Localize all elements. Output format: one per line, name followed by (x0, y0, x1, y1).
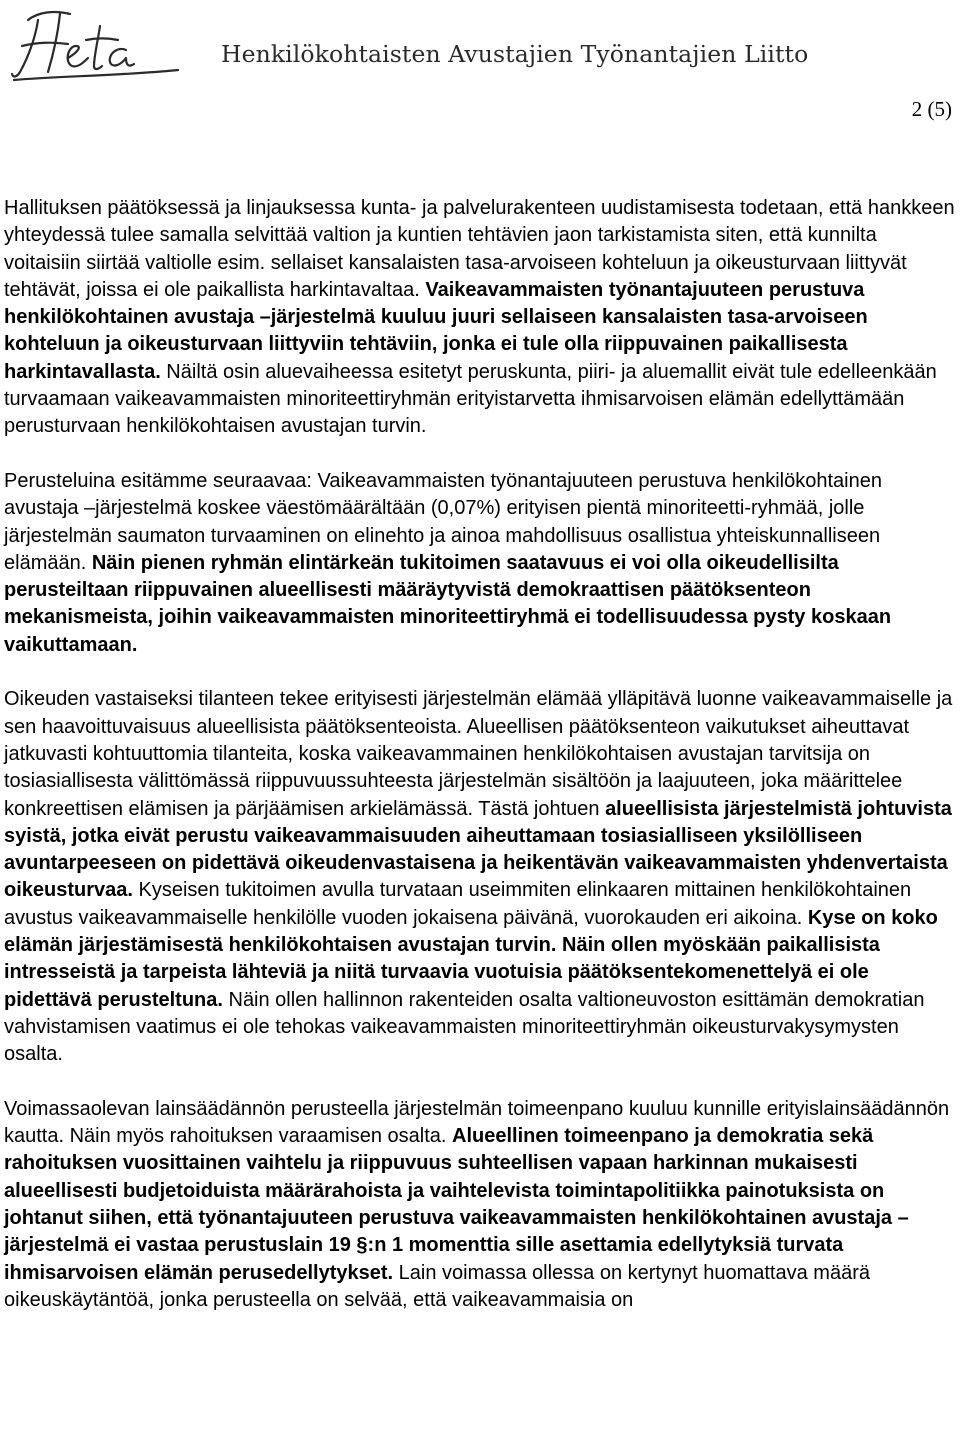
text-segment: Näin ollen hallinnon rakenteiden osalta valtioneuvoston esittämän demokratian vahvistamisen vaatimus ei ole tehokas vaikeavammaisten minoriteettiryhmän oikeusturvakysymysten osalta. (4, 988, 925, 1066)
text-segment: Näiltä osin aluevaiheessa esitetyt peruskunta, piiri- ja aluemallit eivät tule edelleenkään turvaamaan vaikeavammaisten minoriteettiryhmän erityistarvetta ihmisarvoisen elämän edellyttämään perusturvaan henkilökohtaisen avustajan turvin. (4, 360, 937, 438)
bold-text-segment: Näin pienen ryhmän elintärkeän tukitoimen saatavuus ei voi olla oikeudellisilta perusteiltaan riippuvainen alueellisesti määräytyvistä demokraattisen päätöksenteon mekanismeista, joihin vaikeavammaisten minoriteettiryhmä ei todellisuudessa pysty koskaan vaikuttamaan. (4, 551, 892, 656)
letterhead (0, 0, 960, 90)
text-segment: Kyseisen tukitoimen avulla turvataan useimmiten elinkaaren mittainen henkilökohtainen avustus vaikeavammaiselle henkilölle vuoden jokaisena päivänä, vuorokauden eri aikoina. (4, 879, 912, 929)
paragraph-1 (4, 195, 958, 441)
organization-name: Henkilökohtaisten Avustajien Työnantajien Liitto (221, 40, 809, 68)
text-segment: Oikeuden vastaiseksi tilanteen tekee erityisesti järjestelmän elämää ylläpitävä luonne vaikeavammaiselle ja sen haavoittuvaisuus alueellisista päätöksenteoista. Alueellisen päätöksenteon vaikutukset aiheuttavat jatkuvasti kohtuuttomia tilanteita, koska vaikeavammainen henkilökohtaisen avustajan tarvitsija on tosiasiallisesta välittömässä riippuvuussuhteesta järjestelmän sisältöön ja laajuuteen, joka määrittelee konkreettisen elämisen ja pärjäämisen arkielämässä. Tästä johtuen (4, 688, 953, 820)
text-segment: Hallituksen päätöksessä ja linjauksessa kunta- ja palvelurakenteen uudistamisesta todetaan, että hankkeen yhteydessä tulee samalla selvittää valtion ja kuntien tehtävien jaon tarkistamista siten, että kunnilta voitaisiin siirtää valtiolle esim. sellaiset kansalaisten tasa-arvoiseen kohteluun ja oikeusturvaan liittyvät tehtävät, joissa ei ole paikallista harkintavaltaa. (4, 197, 955, 301)
bold-text-segment: Vaikeavammaisten työnantajuuteen perustuva henkilökohtainen avustaja –järjestelmä kuuluu juuri sellaiseen kansalaisten tasa-arvoiseen kohteluun ja oikeusturvaan liittyviin tehtäviin, jonka ei tule olla riippuvainen paikallisesta harkintavallasta. (4, 278, 868, 383)
paragraph-3 (4, 686, 958, 1068)
text-segment: Perusteluina esitämme seuraavaa: Vaikeavammaisten työnantajuuteen perustuva henkilökohtainen avustaja –järjestelmä koskee väestömäärältään (0,07%) erityisen pientä minoriteetti-ryhmää, jolle järjestelmän saumaton turvaaminen on elinehto ja ainoa mahdollisuus osallistua yhteiskunnalliseen elämään. (4, 469, 882, 574)
paragraph-4 (4, 1096, 958, 1314)
text-segment: Voimassaolevan lainsäädännön perusteella järjestelmän toimeenpano kuuluu kunnille erityislainsäädännön kautta. Näin myös rahoituksen varaamisen osalta. (4, 1097, 950, 1148)
heta-logo-icon (8, 6, 213, 84)
bold-text-segment: alueellisista järjestelmistä johtuvista syistä, jotka eivät perustu vaikeavammaisuuden aiheuttamaan tosiasialliseen yksilölliseen avuntarpeeseen on pidettävä oikeudenvastaisena ja heikentävän vaikeavammaisten yhdenvertaista oikeusturvaa. (4, 797, 952, 902)
text-segment: Lain voimassa ollessa on kertynyt huomattava määrä oikeuskäytäntöä, jonka perusteella on selvää, että vaikeavammaisia on (4, 1261, 870, 1311)
bold-text-segment: Kyse on koko elämän järjestämisestä henkilökohtaisen avustajan turvin. Näin ollen myöskään paikallisista intresseistä ja tarpeista lähteviä ja niitä turvaavia vuotuisia päätöksentekomenettelyä ei ole pidettävä perusteltuna. (4, 906, 938, 1011)
page-number: 2 (5) (911, 97, 952, 121)
bold-text-segment: Alueellinen toimeenpano ja demokratia sekä rahoituksen vuosittainen vaihtelu ja riippuvuus suhteellisen vapaan harkinnan mukaisesti alueellisesti budjetoiduista määrärahoista ja vaihtelevista toimintapolitiikka painotuksista on johtanut siihen, että työnantajuuteen perustuva vaikeavammaisten henkilökohtainen avustaja – järjestelmä ei vastaa perustuslain 19 §:n 1 momenttia sille asettamia edellytyksiä turvata ihmisarvoisen elämän perusedellytykset. (4, 1125, 909, 1284)
letter-body (4, 195, 958, 1341)
paragraph-2 (4, 468, 958, 659)
